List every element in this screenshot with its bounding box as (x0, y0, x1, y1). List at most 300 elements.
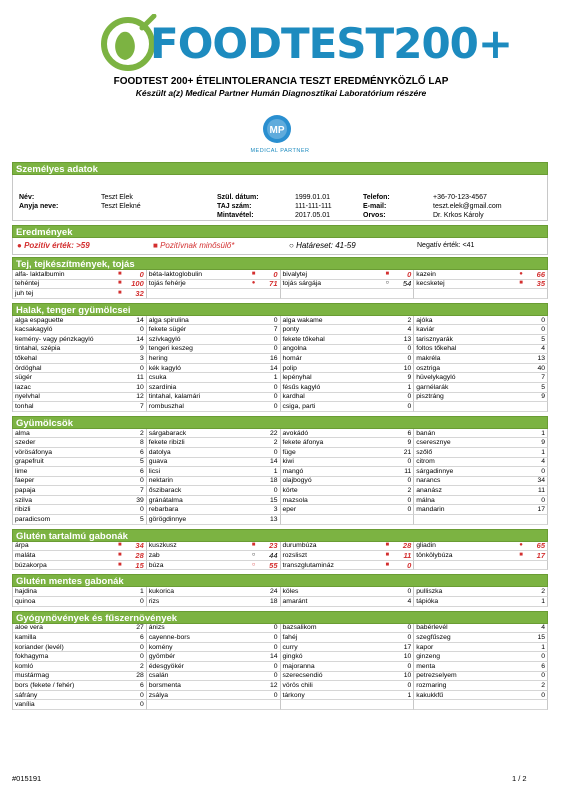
food-name: sáfrány (15, 691, 38, 699)
food-name: polip (282, 364, 297, 372)
food-name: vörösáfonya (15, 448, 53, 456)
food-name: tőkehal (15, 354, 37, 362)
food-name: paradicsom (15, 515, 51, 523)
food-name: árpa (15, 542, 29, 550)
result-cell (414, 364, 548, 374)
result-value: 0 (139, 326, 144, 334)
result-cell (147, 587, 281, 597)
result-value: 4 (541, 458, 545, 466)
qualified-marker-icon: ■ (153, 241, 158, 250)
food-name: körte (282, 487, 298, 495)
result-cell (281, 624, 415, 634)
result-cell (13, 354, 147, 364)
food-name: kukorica (148, 588, 175, 596)
result-value: 18 (269, 477, 278, 485)
result-cell (414, 486, 548, 496)
food-name: búzakorpa (15, 561, 47, 569)
result-value: 1 (139, 588, 144, 596)
result-cell (147, 289, 281, 299)
result-value: 10 (403, 364, 412, 372)
result-cell (414, 515, 548, 525)
result-value: 0 (273, 643, 278, 651)
result-cell (281, 270, 415, 280)
section-header: Glutén tartalmú gabonák (12, 529, 548, 542)
section-header: Gyümölcsök (12, 416, 548, 429)
result-cell (147, 335, 281, 345)
food-name: fekete tőkehal (282, 335, 325, 343)
food-name: zab (148, 552, 160, 560)
food-name: babérlevél (416, 624, 448, 632)
food-name: menta (416, 662, 436, 670)
result-value: 28 (136, 672, 144, 680)
result-marker-icon: ■ (117, 280, 122, 287)
phone-label: Telefon: (363, 194, 390, 201)
result-value: 8 (139, 439, 144, 447)
result-value: 14 (269, 653, 278, 661)
result-cell (13, 542, 147, 552)
result-value: 10 (403, 653, 412, 661)
result-marker-icon: ■ (385, 270, 390, 277)
result-value: 4 (407, 597, 412, 605)
food-name: mangó (282, 467, 304, 475)
result-value: 15 (537, 634, 545, 642)
food-name: kecsketej (416, 280, 445, 288)
result-cell (414, 597, 548, 607)
result-value: 6 (139, 467, 144, 475)
food-name: narancs (416, 477, 441, 485)
result-cell (281, 700, 415, 710)
food-name: sügér (15, 374, 33, 382)
section-header-results: Eredmények (12, 225, 548, 238)
food-name: faeper (15, 477, 35, 485)
food-name: homár (282, 354, 302, 362)
food-name: makréla (416, 354, 441, 362)
result-value: 22 (269, 429, 278, 437)
food-name: ánizs (148, 624, 165, 632)
food-name: rozmaring (416, 681, 447, 689)
name-value: Teszt Elek (101, 194, 133, 201)
result-value: 5 (541, 335, 545, 343)
food-name: mandarin (416, 506, 445, 514)
report-header (0, 0, 562, 160)
result-value: 13 (269, 515, 278, 523)
result-marker-icon: ■ (251, 542, 256, 549)
result-cell (281, 551, 415, 561)
result-value: 34 (135, 541, 144, 551)
result-value: 6 (139, 634, 144, 642)
result-value: 1 (407, 383, 412, 391)
food-name: fekete ribizli (148, 439, 185, 447)
result-marker-icon: ■ (519, 552, 523, 559)
result-cell (13, 467, 147, 477)
sample-value: 2017.05.01 (295, 212, 331, 219)
phone-value: +36-70-123-4567 (433, 194, 487, 201)
result-cell (13, 515, 147, 525)
result-marker-icon: ○ (251, 552, 256, 559)
result-cell (414, 325, 548, 335)
section-header: Glutén mentes gabonák (12, 574, 548, 587)
result-cell (414, 700, 548, 710)
result-value: 2 (541, 681, 545, 689)
result-value: 14 (136, 316, 144, 324)
result-value: 34 (537, 477, 545, 485)
result-value: 71 (269, 279, 278, 289)
food-name: pulliszka (416, 588, 443, 596)
result-value: 18 (269, 597, 278, 605)
result-cell (13, 551, 147, 561)
food-name: datolya (148, 448, 171, 456)
result-value: 17 (536, 551, 545, 561)
result-value: 0 (273, 316, 278, 324)
result-value: 1 (541, 429, 545, 437)
result-cell (13, 662, 147, 672)
result-marker-icon: ○ (385, 280, 390, 287)
food-name: aloe vera (15, 624, 43, 632)
food-name: fahéj (282, 634, 298, 642)
result-cell (147, 681, 281, 691)
result-cell (147, 652, 281, 662)
result-value: 9 (407, 439, 412, 447)
result-value: 1 (541, 448, 545, 456)
food-name: bivalytej (282, 270, 308, 278)
food-name: kardhal (282, 393, 305, 401)
result-value: 0 (541, 672, 545, 680)
result-cell (281, 316, 415, 326)
positive-legend: Pozitív érték: >59 (24, 241, 90, 250)
result-cell (281, 643, 415, 653)
result-value: 17 (403, 643, 412, 651)
result-cell (281, 280, 415, 290)
sample-label: Mintavétel: (217, 212, 254, 219)
result-cell (13, 587, 147, 597)
borderline-legend: Határeset: 41-59 (296, 241, 356, 250)
result-value: 0 (407, 354, 412, 362)
report-content (12, 162, 548, 710)
result-cell (281, 438, 415, 448)
result-value: 0 (541, 496, 545, 504)
result-value: 0 (139, 691, 144, 699)
result-value: 0 (407, 345, 412, 353)
result-value: 54 (402, 279, 412, 289)
result-value: 0 (273, 402, 278, 410)
result-cell (147, 270, 281, 280)
positive-marker-icon: ● (17, 241, 22, 250)
result-value: 0 (407, 560, 412, 570)
result-cell (414, 505, 548, 515)
result-value: 28 (402, 541, 412, 551)
result-value: 21 (403, 448, 412, 456)
result-cell (13, 700, 147, 710)
food-name: görögdinnye (148, 515, 187, 523)
result-value: 0 (273, 270, 278, 279)
food-name: csalán (148, 672, 169, 680)
result-cell (414, 458, 548, 468)
result-cell (281, 335, 415, 345)
result-value: 0 (407, 496, 412, 504)
food-name: fésűs kagyló (282, 383, 321, 391)
result-cell (13, 486, 147, 496)
result-value: 9 (541, 439, 545, 447)
result-cell (13, 373, 147, 383)
result-value: 17 (537, 506, 545, 514)
food-name: garnélarák (416, 383, 449, 391)
result-cell (281, 393, 415, 403)
result-value: 0 (541, 326, 545, 334)
food-name: ördöghal (15, 364, 42, 372)
result-cell (281, 681, 415, 691)
result-value: 15 (135, 560, 144, 570)
result-cell (147, 496, 281, 506)
section-header-personal: Személyes adatok (12, 162, 548, 175)
result-value: 2 (541, 588, 545, 596)
result-value: 0 (273, 448, 278, 456)
result-cell (281, 345, 415, 355)
food-name: lazac (15, 383, 31, 391)
result-cell (414, 438, 548, 448)
food-name: gingkó (282, 653, 303, 661)
food-name: sárgadinnye (416, 467, 454, 475)
negative-legend: Negatív érték: <41 (417, 242, 475, 249)
food-name: gránátalma (148, 496, 183, 504)
food-name: kapor (416, 643, 434, 651)
food-name: cayenne-bors (148, 634, 190, 642)
result-cell (147, 429, 281, 439)
food-name: avokádó (282, 429, 309, 437)
result-value: 32 (135, 289, 144, 298)
result-value: 44 (269, 551, 278, 561)
food-name: mustármag (15, 672, 49, 680)
result-marker-icon: ○ (251, 561, 256, 568)
result-value: 2 (139, 662, 144, 670)
result-grid (12, 270, 548, 299)
result-value: 12 (136, 393, 144, 401)
result-value: 7 (541, 374, 545, 382)
result-cell (147, 325, 281, 335)
result-cell (281, 467, 415, 477)
result-value: 0 (541, 467, 545, 475)
result-cell (414, 477, 548, 487)
result-value: 23 (269, 541, 278, 551)
result-marker-icon: ■ (251, 270, 256, 277)
result-value: 0 (139, 701, 144, 709)
result-value: 11 (537, 487, 545, 495)
result-marker-icon: ■ (519, 280, 523, 287)
result-value: 0 (273, 624, 278, 632)
result-cell (147, 458, 281, 468)
result-value: 4 (541, 345, 545, 353)
result-marker-icon: ● (519, 270, 523, 277)
result-cell (13, 505, 147, 515)
result-marker-icon: ■ (117, 542, 122, 549)
result-cell (147, 477, 281, 487)
food-name: ajóka (416, 316, 433, 324)
result-marker-icon: ■ (385, 561, 390, 568)
email-value: teszt.elek@gmail.com (433, 203, 502, 210)
result-value: 0 (407, 506, 412, 514)
section-header: Halak, tenger gyümölcsei (12, 303, 548, 316)
food-name: rombuszhal (148, 402, 184, 410)
result-cell (281, 373, 415, 383)
food-name: szeder (15, 439, 36, 447)
result-value: 55 (269, 560, 278, 570)
result-cell (281, 289, 415, 299)
food-name: ginzeng (416, 653, 441, 661)
result-value: 4 (407, 326, 412, 334)
food-name: eper (282, 506, 297, 514)
food-name: köles (282, 588, 299, 596)
food-name: szőlő (416, 448, 433, 456)
result-value: 0 (139, 477, 144, 485)
result-marker-icon: ■ (117, 552, 122, 559)
food-name: tengeri keszeg (148, 345, 193, 353)
result-value: 0 (273, 393, 278, 401)
food-name: ribizli (15, 506, 31, 514)
food-name: fekete áfonya (282, 439, 324, 447)
result-cell (281, 652, 415, 662)
food-name: őszibarack (148, 487, 182, 495)
result-cell (147, 486, 281, 496)
result-cell (281, 691, 415, 701)
result-value: 2 (273, 439, 278, 447)
food-name: sárgabarack (148, 429, 187, 437)
result-cell (414, 280, 548, 290)
result-cell (281, 515, 415, 525)
result-value: 14 (269, 458, 278, 466)
result-cell (13, 270, 147, 280)
result-cell (414, 345, 548, 355)
food-name: kaviár (416, 326, 435, 334)
result-cell (414, 335, 548, 345)
result-value: 0 (273, 662, 278, 670)
result-cell (281, 364, 415, 374)
food-name: tintahal, szépia (15, 345, 61, 353)
results-legend (12, 238, 548, 255)
result-cell (13, 681, 147, 691)
food-name: búza (148, 561, 164, 569)
result-value: 5 (139, 458, 144, 466)
result-cell (13, 335, 147, 345)
result-cell (147, 438, 281, 448)
result-value: 0 (273, 487, 278, 495)
taj-value: 111-111-111 (295, 203, 332, 210)
result-value: 14 (269, 364, 278, 372)
food-name: alga wakame (282, 316, 323, 324)
food-name: transzglutamináz (282, 561, 334, 569)
food-name: durumbúza (282, 542, 317, 550)
result-cell (13, 597, 147, 607)
result-cell (13, 633, 147, 643)
food-name: kazein (416, 270, 436, 278)
result-cell (281, 325, 415, 335)
result-cell (281, 587, 415, 597)
food-name: mazsola (282, 496, 308, 504)
food-sections (12, 257, 548, 710)
result-cell (147, 643, 281, 653)
result-cell (147, 393, 281, 403)
result-cell (281, 672, 415, 682)
result-value: 28 (135, 551, 144, 561)
food-name: tehéntej (15, 280, 40, 288)
result-cell (414, 429, 548, 439)
result-grid (12, 587, 548, 606)
result-cell (147, 551, 281, 561)
food-name: hering (148, 354, 168, 362)
svg-text:MP: MP (269, 125, 285, 136)
mother-label: Anyja neve: (19, 203, 59, 210)
result-value: 15 (269, 496, 278, 504)
result-cell (281, 633, 415, 643)
result-value: 11 (404, 467, 412, 475)
result-cell (414, 402, 548, 412)
food-name: málna (416, 496, 435, 504)
result-cell (414, 448, 548, 458)
result-cell (414, 561, 548, 571)
birth-value: 1999.01.01 (295, 194, 331, 201)
result-cell (13, 289, 147, 299)
result-value: 0 (139, 653, 144, 661)
food-name: vanília (15, 701, 35, 709)
result-value: 3 (139, 354, 144, 362)
result-value: 39 (136, 496, 144, 504)
food-name: szerecsendió (282, 672, 323, 680)
result-cell (281, 542, 415, 552)
result-cell (147, 467, 281, 477)
result-cell (281, 505, 415, 515)
result-cell (281, 383, 415, 393)
food-name: alga espaguette (15, 316, 64, 324)
result-value: 14 (136, 335, 144, 343)
food-name: kuszkusz (148, 542, 177, 550)
result-value: 10 (403, 672, 412, 680)
food-name: guava (148, 458, 168, 466)
food-name: szívkagyló (148, 335, 181, 343)
result-value: 100 (131, 279, 144, 289)
result-value: 7 (139, 487, 144, 495)
food-name: kék kagyló (148, 364, 181, 372)
food-name: lime (15, 467, 28, 475)
food-name: édesgyökér (148, 662, 184, 670)
result-cell (147, 542, 281, 552)
food-name: csiga, parti (282, 402, 316, 410)
result-cell (13, 672, 147, 682)
food-name: fekete sügér (148, 326, 187, 334)
result-value: 0 (273, 691, 278, 699)
food-name: bazsalikom (282, 624, 317, 632)
result-cell (281, 429, 415, 439)
result-cell (281, 496, 415, 506)
result-value: 0 (541, 691, 545, 699)
result-value: 0 (407, 634, 412, 642)
result-value: 24 (269, 588, 278, 596)
section-header: Tej, tejkészítmények, tojás (12, 257, 548, 270)
result-cell (13, 496, 147, 506)
result-grid (12, 429, 548, 525)
result-cell (13, 458, 147, 468)
result-cell (147, 624, 281, 634)
result-value: 1 (273, 374, 278, 382)
food-name: fokhagyma (15, 653, 49, 661)
result-cell (147, 515, 281, 525)
result-value: 0 (273, 672, 278, 680)
food-name: vörös chili (282, 681, 313, 689)
food-name: tönkölybúza (416, 552, 453, 560)
result-value: 27 (136, 624, 144, 632)
result-marker-icon: ● (251, 280, 256, 287)
result-value: 13 (537, 354, 545, 362)
personal-data-block (12, 175, 548, 221)
result-cell (281, 597, 415, 607)
result-cell (147, 364, 281, 374)
